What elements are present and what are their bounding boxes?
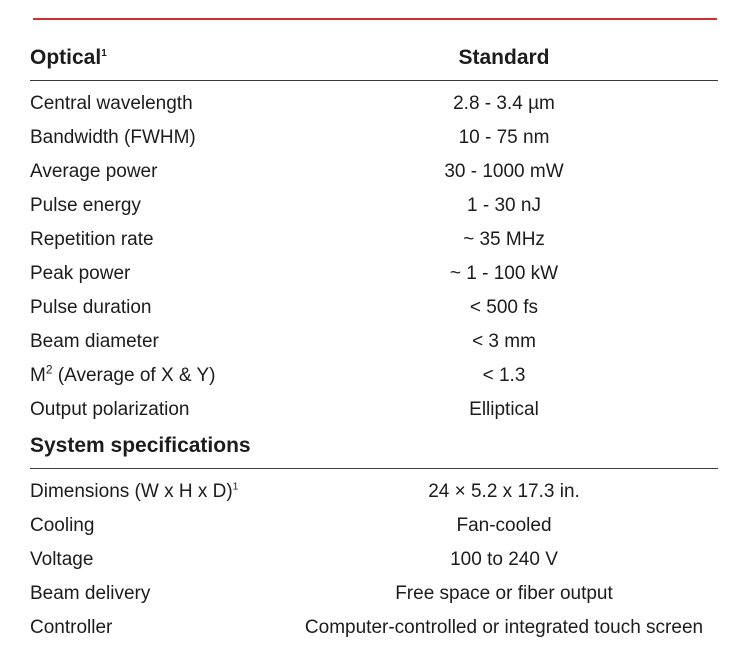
spec-label: Controller [30, 617, 113, 638]
system-spec-table [30, 428, 718, 645]
spec-label: Dimensions (W x H x D)$^1$ [30, 481, 239, 502]
spec-row-voltage [30, 543, 718, 577]
spec-value: 24 × 5.2 x 17.3 in. [428, 481, 580, 502]
spec-value: < 3 mm [472, 331, 536, 352]
spec-value: ~ 35 MHz [463, 229, 545, 250]
spec-value: Elliptical [469, 399, 539, 420]
spec-value: 2.8 - 3.4 µm [453, 93, 555, 114]
spec-row-m-squared [30, 359, 718, 393]
top-accent-rule [33, 18, 717, 20]
spec-row-repetition-rate [30, 223, 718, 257]
footnote-marker: 1 [101, 48, 107, 59]
spec-label: Cooling [30, 515, 95, 536]
system-header-label: System specifications [30, 434, 251, 457]
spec-row-peak-power [30, 257, 718, 291]
spec-label: Pulse energy [30, 195, 141, 216]
spec-row-average-power [30, 155, 718, 189]
superscript: 2 [45, 362, 53, 377]
spec-label: Output polarization [30, 399, 190, 420]
spec-value: < 500 fs [469, 297, 539, 318]
spec-row-dimensions [30, 475, 718, 509]
spec-row-beam-diameter [30, 325, 718, 359]
optical-spec-table [30, 40, 718, 427]
spec-row-cooling [30, 509, 718, 543]
spec-row-pulse-energy [30, 189, 718, 223]
spec-label: Average power [30, 161, 158, 182]
spec-label: Beam diameter [30, 331, 159, 352]
spec-value: 100 to 240 V [450, 549, 558, 570]
spec-label: Pulse duration [30, 297, 152, 318]
spec-row-pulse-duration [30, 291, 718, 325]
spec-row-controller [30, 611, 718, 645]
spec-label: Central wavelength [30, 93, 193, 114]
spec-row-output-polarization [30, 393, 718, 427]
spec-label: Beam delivery [30, 583, 151, 604]
spec-row-bandwidth [30, 121, 718, 155]
spec-value: Free space or fiber output [395, 583, 613, 604]
spec-label: Bandwidth (FWHM) [30, 127, 196, 148]
optical-header [30, 40, 718, 81]
spec-label: $M^2$ (Average of X & Y) [30, 362, 216, 386]
spec-value: 30 - 1000 mW [444, 161, 564, 182]
spec-row-beam-delivery [30, 577, 718, 611]
system-header [30, 428, 718, 469]
spec-value: 10 - 75 nm [458, 127, 550, 148]
spec-value: ~ 1 - 100 kW [449, 263, 559, 284]
spec-label: Voltage [30, 549, 94, 570]
standard-column-header: Standard [458, 46, 550, 69]
spec-label: Peak power [30, 263, 131, 284]
footnote-marker: 1 [232, 481, 239, 493]
spec-value: < 1.3 [482, 365, 526, 386]
spec-value: Computer-controlled or integrated touch screen [304, 617, 704, 638]
spec-row-central-wavelength [30, 87, 718, 121]
optical-header-label: Optical$^1$ [30, 46, 107, 69]
spec-label: Repetition rate [30, 229, 154, 250]
spec-value: 1 - 30 nJ [467, 195, 541, 216]
spec-value: Fan-cooled [456, 515, 552, 536]
